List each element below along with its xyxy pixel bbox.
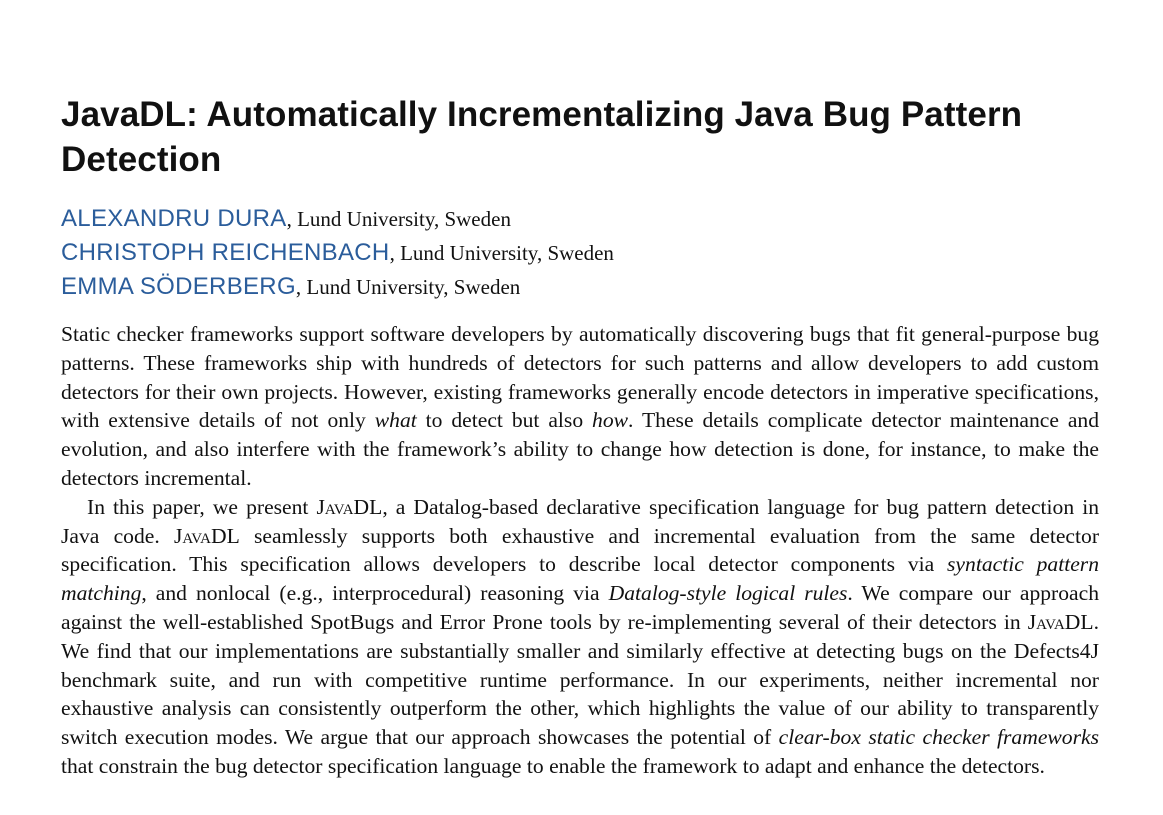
author-entry: ALEXANDRU DURA, Lund University, Sweden: [61, 205, 511, 232]
abstract-text: . We find that our implementations are substantially smaller and similarly effective at detecting bugs on the Defects4J benchmark suite, and run with competitive runtime performance. In our experiments, neither incremental nor exhaustive analysis can consistently outperform the other, which highlights the value of our ability to transparently switch execution modes. We argue that our approach showcases the potential of: [61, 609, 1099, 750]
author-affiliation: Lund University, Sweden: [306, 275, 521, 299]
abstract-text: seamlessly supports both exhaustive and incremental evaluation from the same detector specification. This specification allows developers to describe local detector components via: [61, 523, 1100, 577]
abstract-text: . We compare our approach against the well-established SpotBugs and Error Prone tools by re-implementing several of their detectors in: [61, 581, 1099, 634]
author-list: [61, 202, 1099, 304]
abstract-emphasis: what: [374, 408, 417, 433]
system-name: JavaDL: [316, 494, 383, 519]
author-affiliation: Lund University, Sweden: [400, 241, 614, 265]
abstract-text: In this paper, we present: [87, 494, 317, 519]
paper-title: JavaDL: Automatically Incrementalizing Java Bug Pattern Detection: [61, 95, 1023, 179]
system-name: JavaDL: [1027, 609, 1094, 634]
abstract-emphasis: clear-box static checker frameworks: [778, 725, 1099, 750]
abstract: [61, 320, 1099, 781]
author-name: ALEXANDRU DURA: [61, 205, 287, 232]
abstract-emphasis: syntactic pattern matching: [61, 552, 1099, 606]
abstract-paragraph-2: [61, 493, 1099, 781]
abstract-text: , and nonlocal (e.g., interprocedural) reasoning via: [141, 581, 609, 606]
abstract-text: Static checker frameworks support software developers by automatically discovering bugs that fit general-purpose bug patterns. These frameworks ship with hundreds of detectors for such patterns and allow developers to add custom detectors for their own projects. However, existing frameworks generally encode detectors in imperative specifications, with extensive details of not only: [61, 322, 1099, 433]
abstract-text: that constrain the bug detector specification language to enable the framework to adapt and enhance the detectors.: [61, 753, 1045, 778]
abstract-emphasis: how: [592, 408, 629, 433]
author-affiliation: Lund University, Sweden: [297, 207, 511, 231]
paper-front-page: [61, 92, 1099, 781]
abstract-emphasis: Datalog-style logical rules: [608, 581, 848, 606]
abstract-paragraph-1: [61, 320, 1099, 493]
abstract-text: . These details complicate detector maintenance and evolution, and also interfere with the framework’s ability to change how detection is done, for instance, to make the detectors incremental.: [61, 408, 1100, 490]
author-entry: EMMA SÖDERBERG, Lund University, Sweden: [61, 273, 521, 300]
author-entry: CHRISTOPH REICHENBACH, Lund University, Sweden: [61, 239, 614, 266]
abstract-text: to detect but also: [416, 408, 593, 433]
abstract-text: , a Datalog-based declarative specification language for bug pattern detection in Java code.: [61, 494, 1100, 548]
system-name: JavaDL: [173, 523, 240, 548]
author-name: EMMA SÖDERBERG: [61, 273, 296, 300]
author-name: CHRISTOPH REICHENBACH: [61, 239, 390, 266]
